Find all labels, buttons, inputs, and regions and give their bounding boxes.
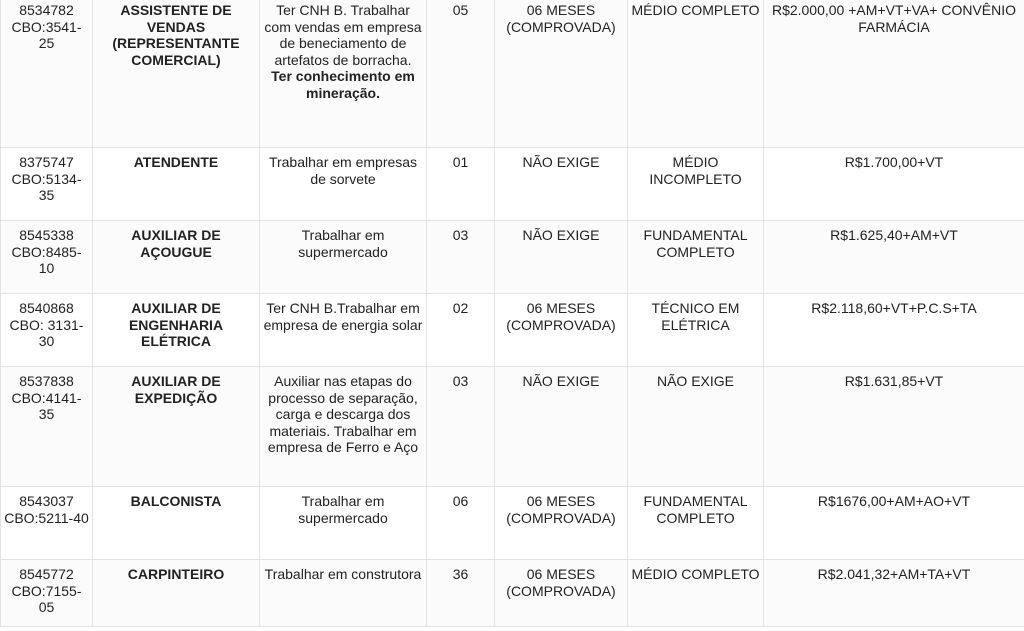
- job-salary: R$2.041,32+AM+TA+VT: [764, 560, 1024, 627]
- table-row: [1, 294, 1024, 367]
- job-salary: R$2.000,00 +AM+VT+VA+ CONVÊNIO FARMÁCIA: [764, 0, 1024, 148]
- job-title: AUXILIAR DE EXPEDIÇÃO: [93, 367, 260, 487]
- job-experience: NÃO EXIGE: [495, 367, 628, 487]
- job-code: 8375747 CBO:5134-35: [1, 148, 93, 221]
- job-code: 8543037 CBO:5211-40: [1, 487, 93, 560]
- job-title: ASSISTENTE DE VENDAS (REPRESENTANTE COMERCIAL): [93, 0, 260, 148]
- job-description-bold: Ter conhecimento em mineração.: [271, 68, 415, 101]
- job-title: ATENDENTE: [93, 148, 260, 221]
- job-salary: R$2.118,60+VT+P.C.S+TA: [764, 294, 1024, 367]
- table-row: [1, 0, 1024, 148]
- job-code: 8540868 CBO: 3131-30: [1, 294, 93, 367]
- job-code: 8545338 CBO:8485-10: [1, 221, 93, 294]
- job-code: 8545772 CBO:7155-05: [1, 560, 93, 627]
- job-title: CARPINTEIRO: [93, 560, 260, 627]
- job-salary: R$1.700,00+VT: [764, 148, 1024, 221]
- job-salary: R$1.631,85+VT: [764, 367, 1024, 487]
- job-education: TÉCNICO EM ELÉTRICA: [628, 294, 764, 367]
- table-row: [1, 560, 1024, 627]
- job-description: Trabalhar em empresas de sorvete: [260, 148, 427, 221]
- job-experience: 06 MESES (COMPROVADA): [495, 0, 628, 148]
- job-title: BALCONISTA: [93, 487, 260, 560]
- job-experience: NÃO EXIGE: [495, 148, 628, 221]
- table-row: [1, 221, 1024, 294]
- table-row: [1, 487, 1024, 560]
- job-vacancies: 03: [427, 221, 495, 294]
- job-experience: 06 MESES (COMPROVADA): [495, 294, 628, 367]
- job-code: 8537838 CBO:4141-35: [1, 367, 93, 487]
- job-vacancies: 01: [427, 148, 495, 221]
- job-education: MÉDIO COMPLETO: [628, 560, 764, 627]
- job-description: Trabalhar em supermercado: [260, 221, 427, 294]
- job-description: Trabalhar em supermercado: [260, 487, 427, 560]
- job-title: AUXILIAR DE ENGENHARIA ELÉTRICA: [93, 294, 260, 367]
- job-description-text: Ter CNH B. Trabalhar com vendas em empresa de beneciamento de artefatos de borracha.: [264, 2, 422, 68]
- job-vacancies: 05: [427, 0, 495, 148]
- job-education: FUNDAMENTAL COMPLETO: [628, 487, 764, 560]
- job-education: MÉDIO INCOMPLETO: [628, 148, 764, 221]
- job-description: [260, 0, 427, 148]
- job-description: Auxiliar nas etapas do processo de separação, carga e descarga dos materiais. Trabalhar em empresa de Ferro e Aço: [260, 367, 427, 487]
- job-code: 8534782 CBO:3541-25: [1, 0, 93, 148]
- job-vacancies: 02: [427, 294, 495, 367]
- job-vacancies: 03: [427, 367, 495, 487]
- job-description: Trabalhar em construtora: [260, 560, 427, 627]
- table-row: [1, 367, 1024, 487]
- job-vacancies: 36: [427, 560, 495, 627]
- job-salary: R$1.625,40+AM+VT: [764, 221, 1024, 294]
- job-experience: NÃO EXIGE: [495, 221, 628, 294]
- job-salary: R$1676,00+AM+AO+VT: [764, 487, 1024, 560]
- job-description: Ter CNH B.Trabalhar em empresa de energia solar: [260, 294, 427, 367]
- job-education: FUNDAMENTAL COMPLETO: [628, 221, 764, 294]
- job-experience: 06 MESES (COMPROVADA): [495, 487, 628, 560]
- job-education: NÃO EXIGE: [628, 367, 764, 487]
- table-row: [1, 148, 1024, 221]
- job-experience: 06 MESES (COMPROVADA): [495, 560, 628, 627]
- job-title: AUXILIAR DE AÇOUGUE: [93, 221, 260, 294]
- job-vacancies: 06: [427, 487, 495, 560]
- job-education: MÉDIO COMPLETO: [628, 0, 764, 148]
